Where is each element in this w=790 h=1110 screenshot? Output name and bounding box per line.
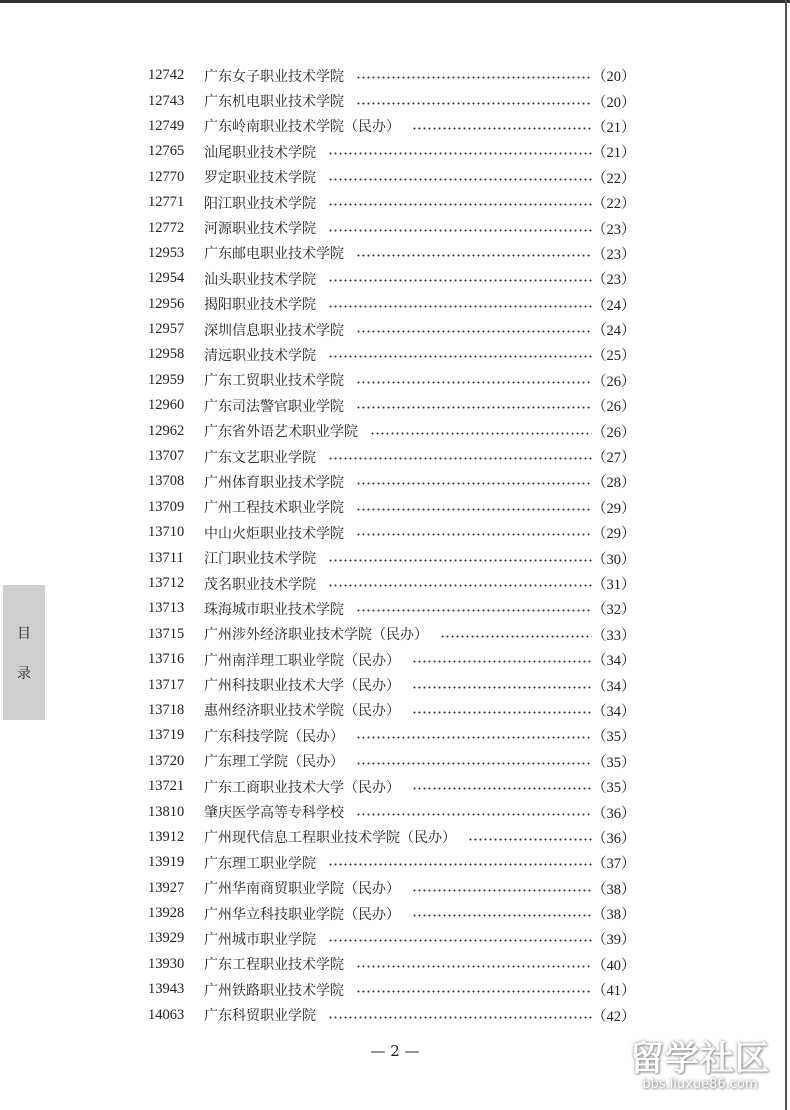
- toc-entry: [148, 368, 636, 393]
- entry-code: 13720: [148, 752, 185, 769]
- toc-entry: [148, 799, 636, 824]
- toc-entry: [148, 418, 636, 443]
- toc-entry: [148, 495, 636, 520]
- entry-code: 13927: [148, 879, 185, 896]
- toc-entry: [148, 926, 636, 951]
- entry-code: 12953: [148, 244, 185, 261]
- toc-entry: [148, 876, 636, 901]
- toc-entry: [148, 292, 636, 317]
- entry-page: （40）: [592, 957, 636, 974]
- right-border-line: [785, 0, 787, 1110]
- entry-name: 广东女子职业技术学院: [204, 68, 344, 85]
- entry-page: （37）: [592, 856, 636, 873]
- entry-name: 广东理工职业学院: [204, 855, 316, 872]
- entry-page: （33）: [592, 627, 636, 644]
- toc-entry: [148, 444, 636, 469]
- entry-name: 广州华立科技职业学院（民办）: [204, 906, 400, 923]
- toc-entry: [148, 241, 636, 266]
- dot-leader: [328, 939, 592, 942]
- toc-entry: [148, 342, 636, 367]
- dot-leader: [412, 686, 592, 689]
- entry-code: 12770: [148, 168, 185, 185]
- dot-leader: [356, 762, 592, 765]
- entry-code: 13929: [148, 930, 185, 947]
- entry-page: （38）: [592, 907, 636, 924]
- dot-leader: [412, 889, 592, 892]
- entry-code: 13912: [148, 828, 185, 845]
- watermark: [620, 1040, 780, 1092]
- entry-page: （35）: [592, 729, 636, 746]
- entry-page: （25）: [592, 348, 636, 365]
- entry-code: 13708: [148, 473, 185, 490]
- page-number: — 2 —: [370, 1042, 420, 1060]
- entry-name: 深圳信息职业技术学院: [204, 322, 344, 339]
- dot-leader: [328, 457, 592, 460]
- section-tab-contents: [3, 585, 45, 720]
- entry-code: 12765: [148, 143, 185, 160]
- dot-leader: [328, 584, 592, 587]
- entry-name: 广东工商职业技术大学（民办）: [204, 779, 400, 796]
- entry-page: （22）: [592, 170, 636, 187]
- dot-leader: [328, 559, 592, 562]
- entry-code: 13710: [148, 524, 185, 541]
- entry-name: 广东文艺职业学院: [204, 449, 316, 466]
- entry-code: 12954: [148, 270, 185, 287]
- entry-name: 广东工贸职业技术学院: [204, 373, 344, 390]
- entry-page: （36）: [592, 805, 636, 822]
- toc-entry: [148, 774, 636, 799]
- top-border-line: [0, 0, 790, 3]
- entry-name: 广东省外语艺术职业学院: [204, 424, 358, 441]
- dot-leader: [328, 863, 592, 866]
- entry-code: 12749: [148, 117, 185, 134]
- toc-entry: [148, 901, 636, 926]
- entry-name: 汕头职业技术学院: [204, 271, 316, 288]
- entry-name: 广东理工学院（民办）: [204, 754, 344, 771]
- entry-page: （38）: [592, 881, 636, 898]
- entry-name: 中山火炬职业技术学院: [204, 525, 344, 542]
- toc-entry: [148, 190, 636, 215]
- entry-page: （35）: [592, 754, 636, 771]
- entry-code: 13721: [148, 778, 185, 795]
- entry-page: （26）: [592, 424, 636, 441]
- entry-code: 13716: [148, 651, 185, 668]
- entry-name: 广州工程技术职业学院: [204, 500, 344, 517]
- dot-leader: [356, 609, 592, 612]
- entry-name: 广东司法警官职业学院: [204, 398, 344, 415]
- entry-name: 惠州经济职业技术学院（民办）: [204, 703, 400, 720]
- dot-leader: [468, 838, 592, 841]
- entry-name: 广州涉外经济职业技术学院（民办）: [204, 627, 428, 644]
- entry-code: 12959: [148, 371, 185, 388]
- entry-name: 清远职业技术学院: [204, 347, 316, 364]
- entry-code: 12958: [148, 346, 185, 363]
- toc-entry: [148, 139, 636, 164]
- toc-entry: [148, 393, 636, 418]
- dot-leader: [370, 432, 592, 435]
- entry-page: （23）: [592, 246, 636, 263]
- dot-leader: [356, 990, 592, 993]
- side-tab-char: 录: [17, 665, 31, 682]
- entry-page: （24）: [592, 297, 636, 314]
- toc-entry: [148, 749, 636, 774]
- entry-name: 广州铁路职业技术学院: [204, 982, 344, 999]
- entry-page: （26）: [592, 373, 636, 390]
- entry-name: 广州南洋理工职业学院（民办）: [204, 652, 400, 669]
- entry-name: 汕尾职业技术学院: [204, 144, 316, 161]
- entry-code: 12962: [148, 422, 185, 439]
- toc-entry: [148, 469, 636, 494]
- entry-page: （26）: [592, 399, 636, 416]
- entry-name: 珠海城市职业技术学院: [204, 601, 344, 618]
- dot-leader: [328, 203, 592, 206]
- toc-entry: [148, 698, 636, 723]
- entry-code: 13717: [148, 676, 185, 693]
- dot-leader: [412, 711, 592, 714]
- entry-name: 河源职业技术学院: [204, 221, 316, 238]
- dot-leader: [328, 355, 592, 358]
- entry-name: 广东科技学院（民办）: [204, 728, 344, 745]
- entry-page: （34）: [592, 678, 636, 695]
- dot-leader: [328, 178, 592, 181]
- entry-code: 14063: [148, 1006, 185, 1023]
- entry-code: 13712: [148, 575, 185, 591]
- entry-page: （39）: [592, 932, 636, 949]
- entry-code: 13930: [148, 955, 185, 972]
- toc-entry: [148, 165, 636, 190]
- entry-code: 13919: [148, 854, 185, 871]
- entry-code: 13711: [148, 549, 184, 566]
- toc-entry: [148, 952, 636, 977]
- table-of-contents: [148, 63, 636, 1028]
- side-tab-char: 目: [17, 625, 31, 642]
- dot-leader: [356, 102, 592, 105]
- dot-leader: [328, 1016, 592, 1019]
- entry-page: （21）: [592, 145, 636, 162]
- toc-entry: [148, 114, 636, 139]
- entry-code: 13713: [148, 600, 185, 617]
- entry-code: 12771: [148, 194, 185, 211]
- dot-leader: [356, 508, 592, 511]
- dot-leader: [328, 152, 592, 155]
- entry-page: （32）: [592, 602, 636, 619]
- entry-name: 揭阳职业技术学院: [204, 297, 316, 314]
- toc-entry: [148, 63, 636, 88]
- watermark-url: bbs.liuxue86.com: [642, 1077, 758, 1092]
- entry-name: 阳江职业技术学院: [204, 195, 316, 212]
- entry-name: 广东邮电职业技术学院: [204, 246, 344, 263]
- entry-code: 13715: [148, 625, 185, 642]
- entry-page: （34）: [592, 703, 636, 720]
- entry-page: （20）: [592, 94, 636, 111]
- entry-page: （28）: [592, 475, 636, 492]
- entry-code: 13719: [148, 727, 185, 744]
- dot-leader: [356, 330, 592, 333]
- toc-entry: [148, 1002, 636, 1027]
- dot-leader: [412, 127, 592, 130]
- entry-code: 12956: [148, 295, 185, 312]
- dot-leader: [356, 533, 592, 536]
- entry-name: 广州现代信息工程职业技术学院（民办）: [204, 830, 456, 847]
- dot-leader: [356, 482, 592, 485]
- entry-name: 江门职业技术学院: [204, 551, 316, 568]
- entry-code: 13718: [148, 701, 185, 718]
- toc-entry: [148, 723, 636, 748]
- entry-page: （27）: [592, 450, 636, 467]
- entry-name: 广州华南商贸职业学院（民办）: [204, 881, 400, 898]
- entry-name: 广州科技职业技术大学（民办）: [204, 678, 400, 695]
- entry-page: （29）: [592, 526, 636, 543]
- entry-page: （29）: [592, 500, 636, 517]
- entry-page: （34）: [592, 653, 636, 670]
- entry-page: （31）: [592, 577, 636, 593]
- dot-leader: [356, 406, 592, 409]
- entry-page: （42）: [592, 1008, 636, 1025]
- toc-entry: [148, 977, 636, 1002]
- dot-leader: [356, 965, 592, 968]
- entry-code: 13810: [148, 803, 185, 820]
- entry-code: 12957: [148, 321, 185, 338]
- entry-page: （21）: [592, 119, 636, 136]
- entry-name: 肇庆医学高等专科学校: [204, 805, 344, 822]
- entry-code: 13928: [148, 905, 185, 922]
- toc-entry: [148, 850, 636, 875]
- entry-code: 12772: [148, 219, 185, 236]
- dot-leader: [356, 813, 592, 816]
- toc-entry: [148, 672, 636, 697]
- entry-name: 广州城市职业学院: [204, 931, 316, 948]
- dot-leader: [328, 279, 592, 282]
- toc-entry: [148, 622, 636, 647]
- entry-code: 12743: [148, 92, 185, 109]
- entry-page: （41）: [592, 983, 636, 1000]
- entry-name: 广东工程职业技术学院: [204, 957, 344, 974]
- toc-entry: [148, 647, 636, 672]
- dot-leader: [328, 305, 592, 308]
- entry-name: 广东岭南职业技术学院（民办）: [204, 119, 400, 136]
- dot-leader: [412, 914, 592, 917]
- dot-leader: [356, 76, 592, 79]
- toc-entry: [148, 88, 636, 113]
- dot-leader: [440, 635, 592, 638]
- entry-page: （22）: [592, 196, 636, 213]
- entry-page: （20）: [592, 69, 636, 86]
- entry-name: 广东科贸职业学院: [204, 1008, 316, 1025]
- entry-name: 罗定职业技术学院: [204, 170, 316, 187]
- entry-code: 13943: [148, 981, 185, 998]
- toc-entry: [148, 266, 636, 291]
- toc-entry: [148, 596, 636, 621]
- entry-code: 13707: [148, 448, 185, 465]
- toc-entry: [148, 571, 636, 596]
- toc-entry: [148, 520, 636, 545]
- toc-entry: [148, 215, 636, 240]
- dot-leader: [356, 254, 592, 257]
- dot-leader: [412, 787, 592, 790]
- entry-page: （23）: [592, 272, 636, 289]
- entry-page: （36）: [592, 830, 636, 847]
- entry-page: （23）: [592, 221, 636, 238]
- entry-name: 茂名职业技术学院: [204, 576, 316, 593]
- entry-code: 12960: [148, 397, 185, 414]
- toc-entry: [148, 825, 636, 850]
- entry-code: 12742: [148, 67, 185, 84]
- entry-page: （30）: [592, 551, 636, 568]
- toc-entry: [148, 545, 636, 570]
- entry-page: （35）: [592, 780, 636, 797]
- dot-leader: [356, 381, 592, 384]
- dot-leader: [412, 660, 592, 663]
- entry-code: 13709: [148, 498, 185, 515]
- entry-name: 广东机电职业技术学院: [204, 94, 344, 111]
- dot-leader: [356, 736, 592, 739]
- entry-page: （24）: [592, 323, 636, 340]
- dot-leader: [328, 229, 592, 232]
- watermark-title: 留学社区: [630, 1039, 770, 1079]
- toc-entry: [148, 317, 636, 342]
- entry-name: 广州体育职业技术学院: [204, 474, 344, 491]
